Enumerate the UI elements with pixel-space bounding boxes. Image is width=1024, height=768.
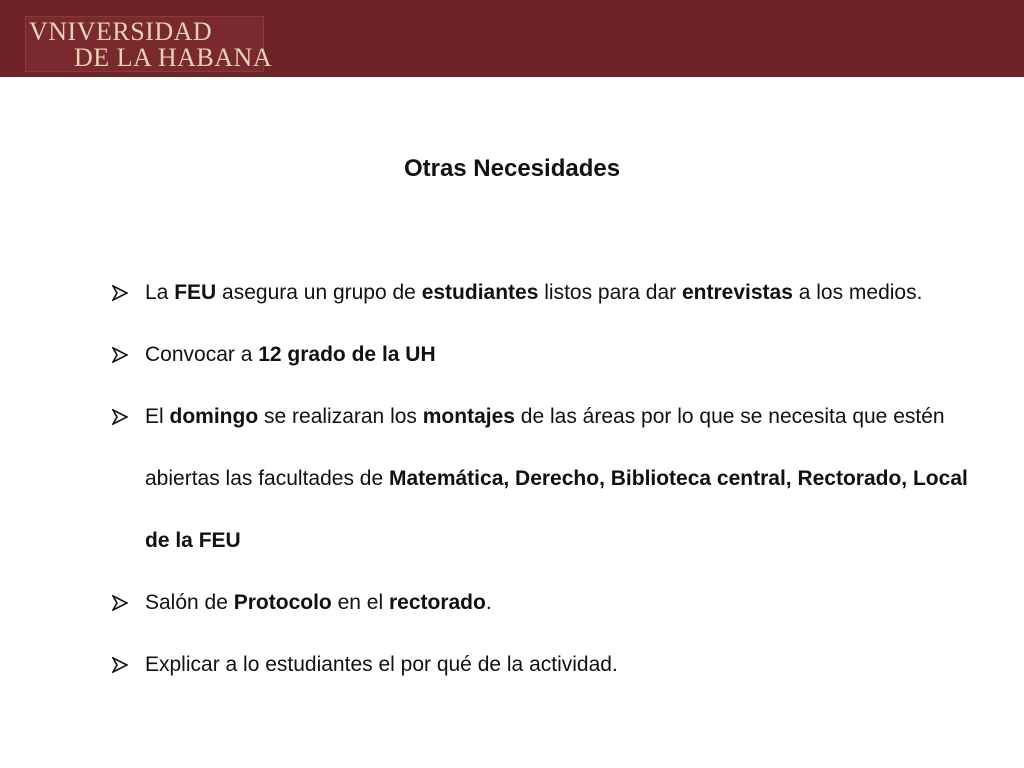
- bullet-text: listos para dar: [538, 281, 682, 304]
- header-bar: [0, 0, 1024, 77]
- bullet-bold-text: montajes: [422, 405, 515, 428]
- bullet-text: se realizaran los: [258, 405, 423, 428]
- bullet-text: Convocar a: [145, 343, 259, 366]
- arrowhead-bullet-icon: [112, 657, 128, 673]
- bullet-bold-text: 12 grado de la UH: [258, 343, 436, 366]
- bullet-text: en el: [331, 591, 389, 614]
- bullet-text: La: [145, 281, 175, 304]
- arrowhead-bullet-icon: [112, 595, 128, 611]
- logo-line-2: DE LA HABANA: [74, 43, 273, 72]
- bullet-bold-text: FEU: [174, 281, 217, 304]
- arrowhead-bullet-icon: [112, 285, 128, 301]
- slide-title: Otras Necesidades: [403, 155, 621, 182]
- bullet-text: de las áreas por lo que se necesita que estén abiertas las facultades de: [145, 405, 945, 490]
- bullet-bold-text: Matemática, Derecho, Biblioteca central, Rectorado, Local de la FEU: [145, 467, 968, 552]
- bullet-text: .: [485, 591, 492, 614]
- bullet-list: [112, 262, 972, 696]
- bullet-text: Explicar a lo estudiantes el por qué de la actividad.: [145, 653, 618, 676]
- bullet-bold-text: Protocolo: [233, 591, 332, 614]
- arrowhead-bullet-icon: [112, 409, 128, 425]
- bullet-text: El: [145, 405, 170, 428]
- bullet-item: [112, 572, 972, 634]
- bullet-bold-text: entrevistas: [681, 281, 793, 304]
- bullet-item: [112, 634, 972, 696]
- bullet-text: Salón de: [145, 591, 234, 614]
- bullet-text: asegura un grupo de: [216, 281, 422, 304]
- bullet-text: a los medios.: [792, 281, 923, 304]
- bullet-bold-text: rectorado: [388, 591, 486, 614]
- bullet-bold-text: domingo: [169, 405, 259, 428]
- bullet-bold-text: estudiantes: [421, 281, 539, 304]
- bullet-item: [112, 386, 972, 572]
- logo-line-1: VNIVERSIDAD: [29, 17, 213, 46]
- bullet-item: [112, 324, 972, 386]
- university-logo: [25, 16, 273, 72]
- arrowhead-bullet-icon: [112, 347, 128, 363]
- bullet-item: [112, 262, 972, 324]
